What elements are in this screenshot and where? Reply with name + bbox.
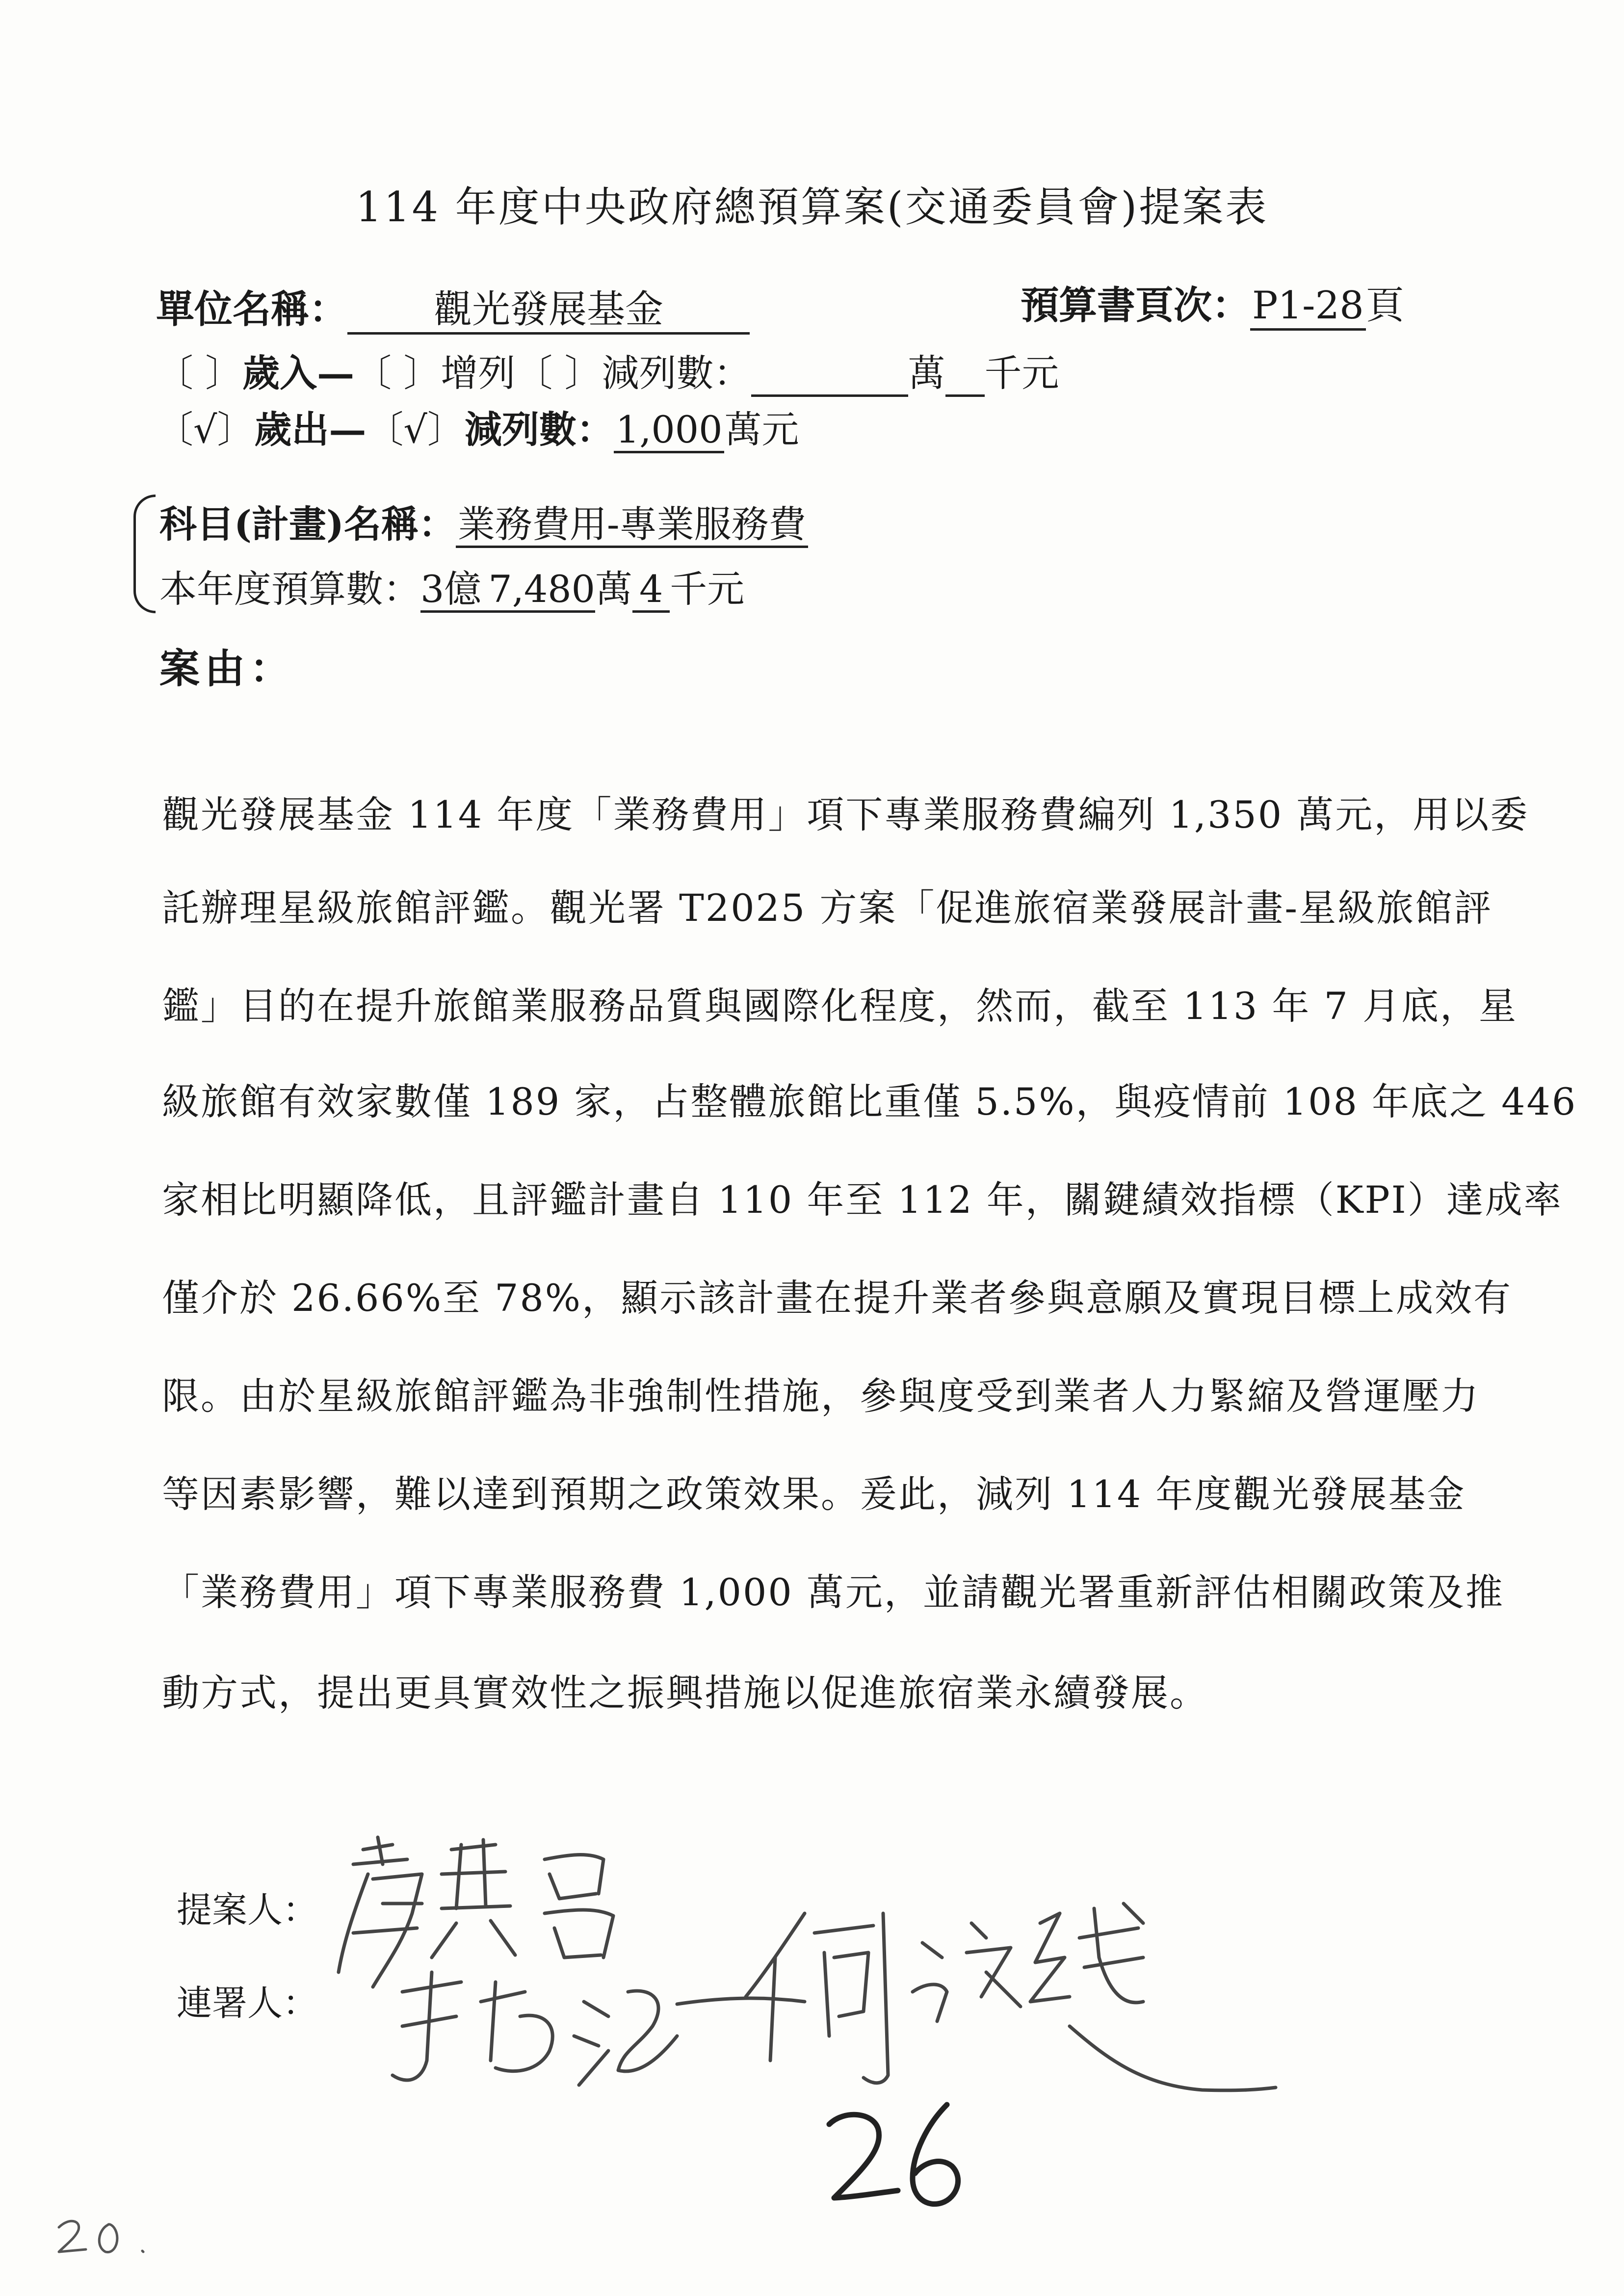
revenue-decrease-label: 減列數： [602, 351, 751, 395]
unit-value: 觀光發展基金 [347, 288, 750, 335]
expenditure-amount: 1,000 [614, 408, 725, 453]
body-line: 託辦理星級旅館評鑑。觀光署 T2025 方案「促進旅宿業發展計畫-星級旅館評 [162, 886, 1493, 930]
body-line: 觀光發展基金 114 年度「業務費用」項下專業服務費編列 1,350 萬元，用以委 [162, 793, 1529, 836]
budget-wan: 7,480 [481, 568, 595, 613]
cosigner-signature-2 [677, 1904, 1276, 2090]
body-line: 限。由於星級旅館評鑑為非強制性措施，參與度受到業者人力緊縮及營運壓力 [162, 1374, 1480, 1418]
page-number-handwritten [829, 2105, 958, 2204]
revenue-increase-checkbox: 〔 〕 [354, 351, 441, 395]
proposer-signature [339, 1837, 613, 1987]
budget-qian-suffix: 千元 [670, 567, 745, 611]
body-line: 僅介於 26.66%至 78%，顯示該計畫在提升業者參與意願及實現目標上成效有 [162, 1276, 1513, 1320]
revenue-decrease-checkbox: 〔 〕 [515, 351, 602, 395]
body-line: 家相比明顯降低，且評鑑計畫自 110 年至 112 年，關鍵績效指標（KPI）達成率 [162, 1178, 1563, 1222]
expenditure-suffix: 萬元 [724, 408, 799, 451]
budget-page-suffix: 頁 [1365, 284, 1404, 328]
body-line: 級旅館有效家數僅 189 家，占整體旅館比重僅 5.5%，與疫情前 108 年底之 446 [162, 1080, 1577, 1123]
body-line: 等因素影響，難以達到預期之政策效果。爰此，減列 114 年度觀光發展基金 [162, 1472, 1466, 1516]
budget-yi: 3 [420, 568, 444, 613]
budget-page-label: 預算書頁次： [1021, 283, 1251, 328]
subject-label: 科目(計畫)名稱： [159, 502, 456, 546]
budget-qian: 4 [632, 568, 670, 613]
revenue-qian-suffix: 千元 [984, 351, 1059, 395]
revenue-checkbox: 〔 〕 [156, 351, 243, 395]
document-title: 114 年度中央政府總預算案(交通委員會)提案表 [355, 183, 1269, 231]
corner-mark [59, 2221, 143, 2252]
body-line: 「業務費用」項下專業服務費 1,000 萬元，並請觀光署重新評估相關政策及推 [162, 1570, 1504, 1614]
expenditure-decrease-label: 減列數： [464, 408, 614, 451]
case-label: 案由： [159, 645, 295, 692]
revenue-wan-suffix: 萬 [908, 351, 945, 395]
expenditure-decrease-checkbox: 〔√〕 [366, 408, 465, 451]
cosigner-label: 連署人： [177, 1983, 318, 2024]
revenue-increase-label: 增列 [441, 351, 516, 395]
proposer-label: 提案人： [177, 1889, 318, 1931]
body-line: 動方式，提出更具實效性之振興措施以促進旅宿業永續發展。 [162, 1671, 1208, 1715]
cosigner-signature-1 [393, 1972, 677, 2085]
budget-page-value: P1-28 [1250, 284, 1366, 331]
budget-label: 本年度預算數： [159, 567, 420, 611]
body-line: 鑑」目的在提升旅館業服務品質與國際化程度，然而，截至 113 年 7 月底，星 [162, 984, 1518, 1028]
revenue-label: 歲入— [242, 351, 355, 395]
subject-value: 業務費用-專業服務費 [456, 503, 808, 548]
budget-yi-suffix: 億 [444, 568, 481, 613]
budget-wan-suffix: 萬 [595, 567, 632, 611]
expenditure-label: 歲出— [254, 408, 367, 451]
unit-label: 單位名稱： [156, 287, 348, 332]
expenditure-checkbox: 〔√〕 [156, 408, 255, 451]
